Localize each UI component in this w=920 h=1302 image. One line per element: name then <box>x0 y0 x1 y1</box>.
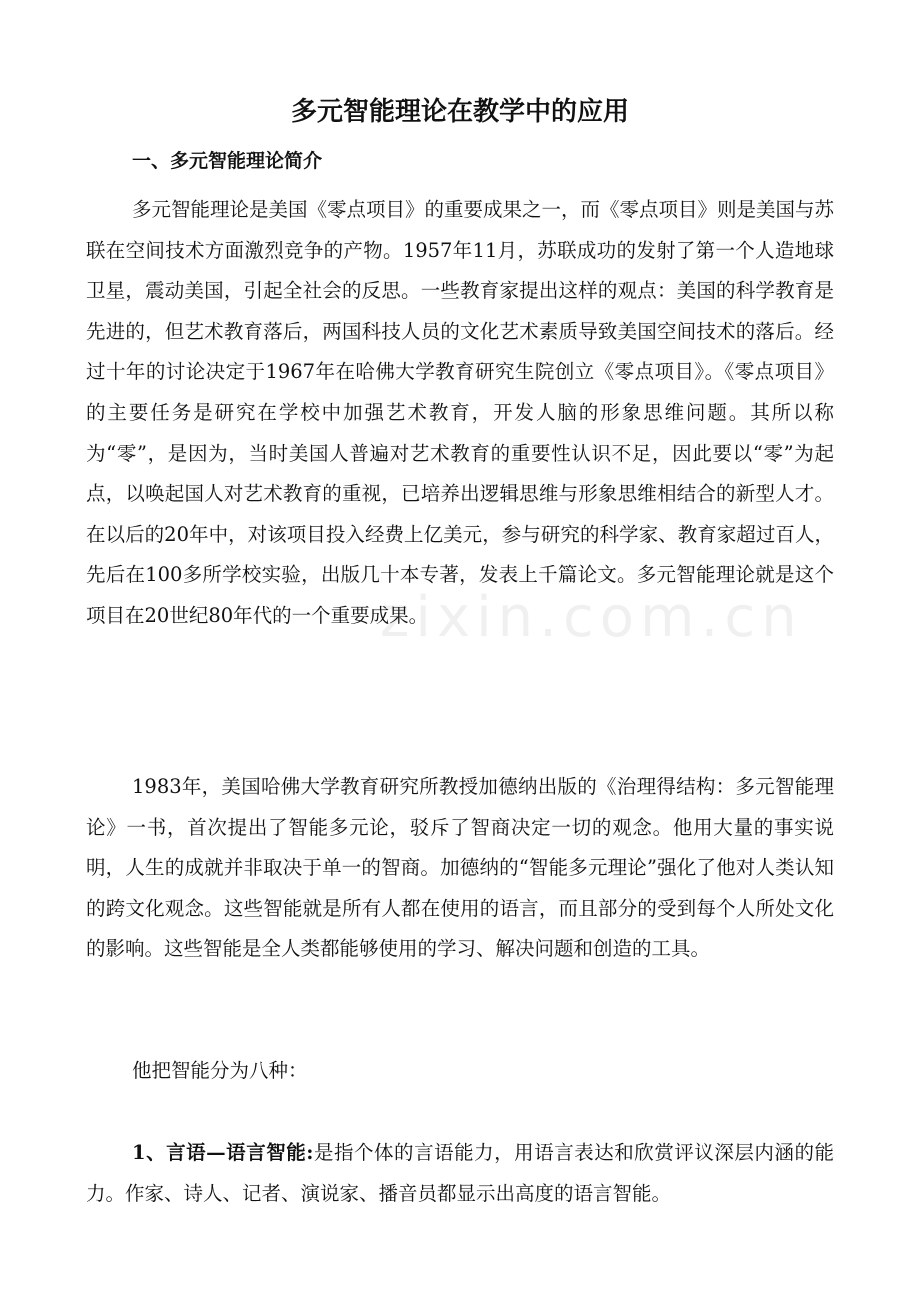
paragraph-zero-project: 多元智能理论是美国《零点项目》的重要成果之一，而《零点项目》则是美国与苏联在空间技术方面激烈竞争的产物。1957年11月，苏联成功的发射了第一个人造地球卫星，震动美国，引起全社会的反思。一些教育家提出这样的观点：美国的科学教育是先进的，但艺术教育落后，两国科技人员的文化艺术素质导致美国空间技术的落后。经过十年的讨论决定于1967年在哈佛大学教育研究生院创立《零点项目》。《零点项目》的主要任务是研究在学校中加强艺术教育，开发人脑的形象思维问题。其所以称为“零”，是因为，当时美国人普遍对艺术教育的重要性认识不足，因此要以“零”为起点，以唤起国人对艺术教育的重视，已培养出逻辑思维与形象思维相结合的新型人才。在以后的20年中，对该项目投入经费上亿美元，参与研究的科学家、教育家超过百人，先后在100多所学校实验，出版几十本专著，发表上千篇论文。多元智能理论就是这个项目在20世纪80年代的一个重要成果。 <box>86 198 835 627</box>
document-title: 多元智能理论在教学中的应用 <box>290 97 629 127</box>
list-item-label: 1、言语—语言智能: <box>132 1141 314 1164</box>
section-heading: 一、多元智能理论简介 <box>132 150 323 172</box>
list-item-linguistic <box>86 1133 834 1214</box>
watermark: zixin.com.cn <box>380 585 803 650</box>
paragraph-gardner: 1983年，美国哈佛大学教育研究所教授加德纳出版的《治理得结构：多元智能理论》一书，首次提出了智能多元论，驳斥了智商决定一切的观念。他用大量的事实说明，人生的成就并非取决于单一的智商。加德纳的“智能多元理论”强化了他对人类认知的跨文化观念。这些智能就是所有人都在使用的语言，而且部分的受到每个人所处文化的影响。这些智能是全人类都能够使用的学习、解决问题和创造的工具。 <box>86 775 834 961</box>
paragraph-eight-intelligences: 他把智能分为八种： <box>132 1059 308 1082</box>
list-item-text: 是指个体的言语能力，用语言表达和欣赏评议深层内涵的能力。作家、诗人、记者、演说家、播音员都显示出高度的语言智能。 <box>86 1141 834 1205</box>
